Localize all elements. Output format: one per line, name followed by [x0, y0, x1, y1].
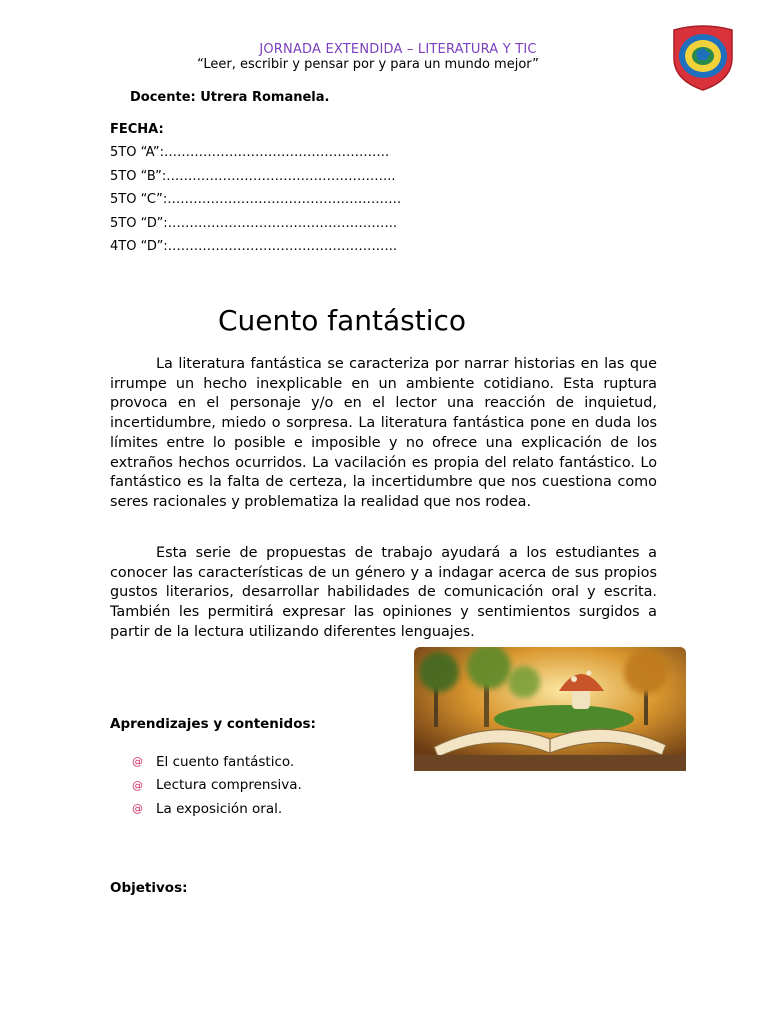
header-motto: “Leer, escribir y pensar por y para un mundo mejor”: [197, 57, 539, 72]
list-item-text: Lectura comprensiva.: [156, 777, 302, 794]
purpose-paragraph: Esta serie de propuestas de trabajo ayudará a los estudiantes a conocer las características de un género y a indagar acerca de sus propios gustos literarios, desarrollar habilidades de comunicación oral y escrita. También les permitirá expresar las opiniones y sentimientos surgidos a partir de la lectura utilizando diferentes lenguajes.: [110, 545, 657, 640]
spiral-bullet-icon: @: [132, 755, 143, 769]
list-item: [132, 750, 302, 774]
intro-paragraph: La literatura fantástica se caracteriza por narrar historias en las que irrumpe un hecho inexplicable en un ambiente cotidiano. Esta ruptura provoca en el personaje y/o en el lector una reacción de inquietud, incertidumbre, miedo o sorpresa. La literatura fantástica pone en duda los límites entre lo posible e imposible y no ofrece una explicación de los extraños hechos ocurridos. La vacilación es propia del relato fantástico. Lo fantástico es la falta de certeza, la incertidumbre que nos cuestiona como seres racionales y problematiza la realidad que nos rodea.: [110, 356, 657, 510]
objectives-heading: Objetivos:: [110, 880, 188, 896]
spiral-bullet-icon: @: [132, 778, 143, 792]
grade-line: 5TO “C”:………………………………………………: [110, 192, 402, 207]
header-title: JORNADA EXTENDIDA – LITERATURA Y TIC: [259, 42, 537, 57]
grade-list: [110, 145, 401, 263]
learning-contents-heading: Aprendizajes y contenidos:: [110, 716, 316, 732]
date-label: FECHA:: [110, 122, 164, 137]
list-item-text: El cuento fantástico.: [156, 753, 295, 770]
school-crest-icon: [668, 22, 738, 92]
grade-line: 5TO “D”:……………………………………………..: [110, 215, 397, 231]
teacher-name: Docente: Utrera Romanela.: [130, 90, 330, 105]
learning-contents-list: [132, 750, 302, 821]
grade-line: 5TO “B”:……………………………………………..: [110, 168, 396, 184]
document-title: Cuento fantástico: [218, 304, 467, 337]
list-item-text: La exposición oral.: [156, 800, 283, 817]
grade-line: 5TO “A”:…………………………………………….: [110, 145, 390, 160]
list-item: [132, 774, 302, 798]
list-item: [132, 797, 302, 821]
spiral-bullet-icon: @: [132, 802, 143, 816]
grade-line: 4TO “D”:……………………………………………..: [110, 239, 397, 254]
fantasy-book-illustration: [414, 647, 686, 771]
